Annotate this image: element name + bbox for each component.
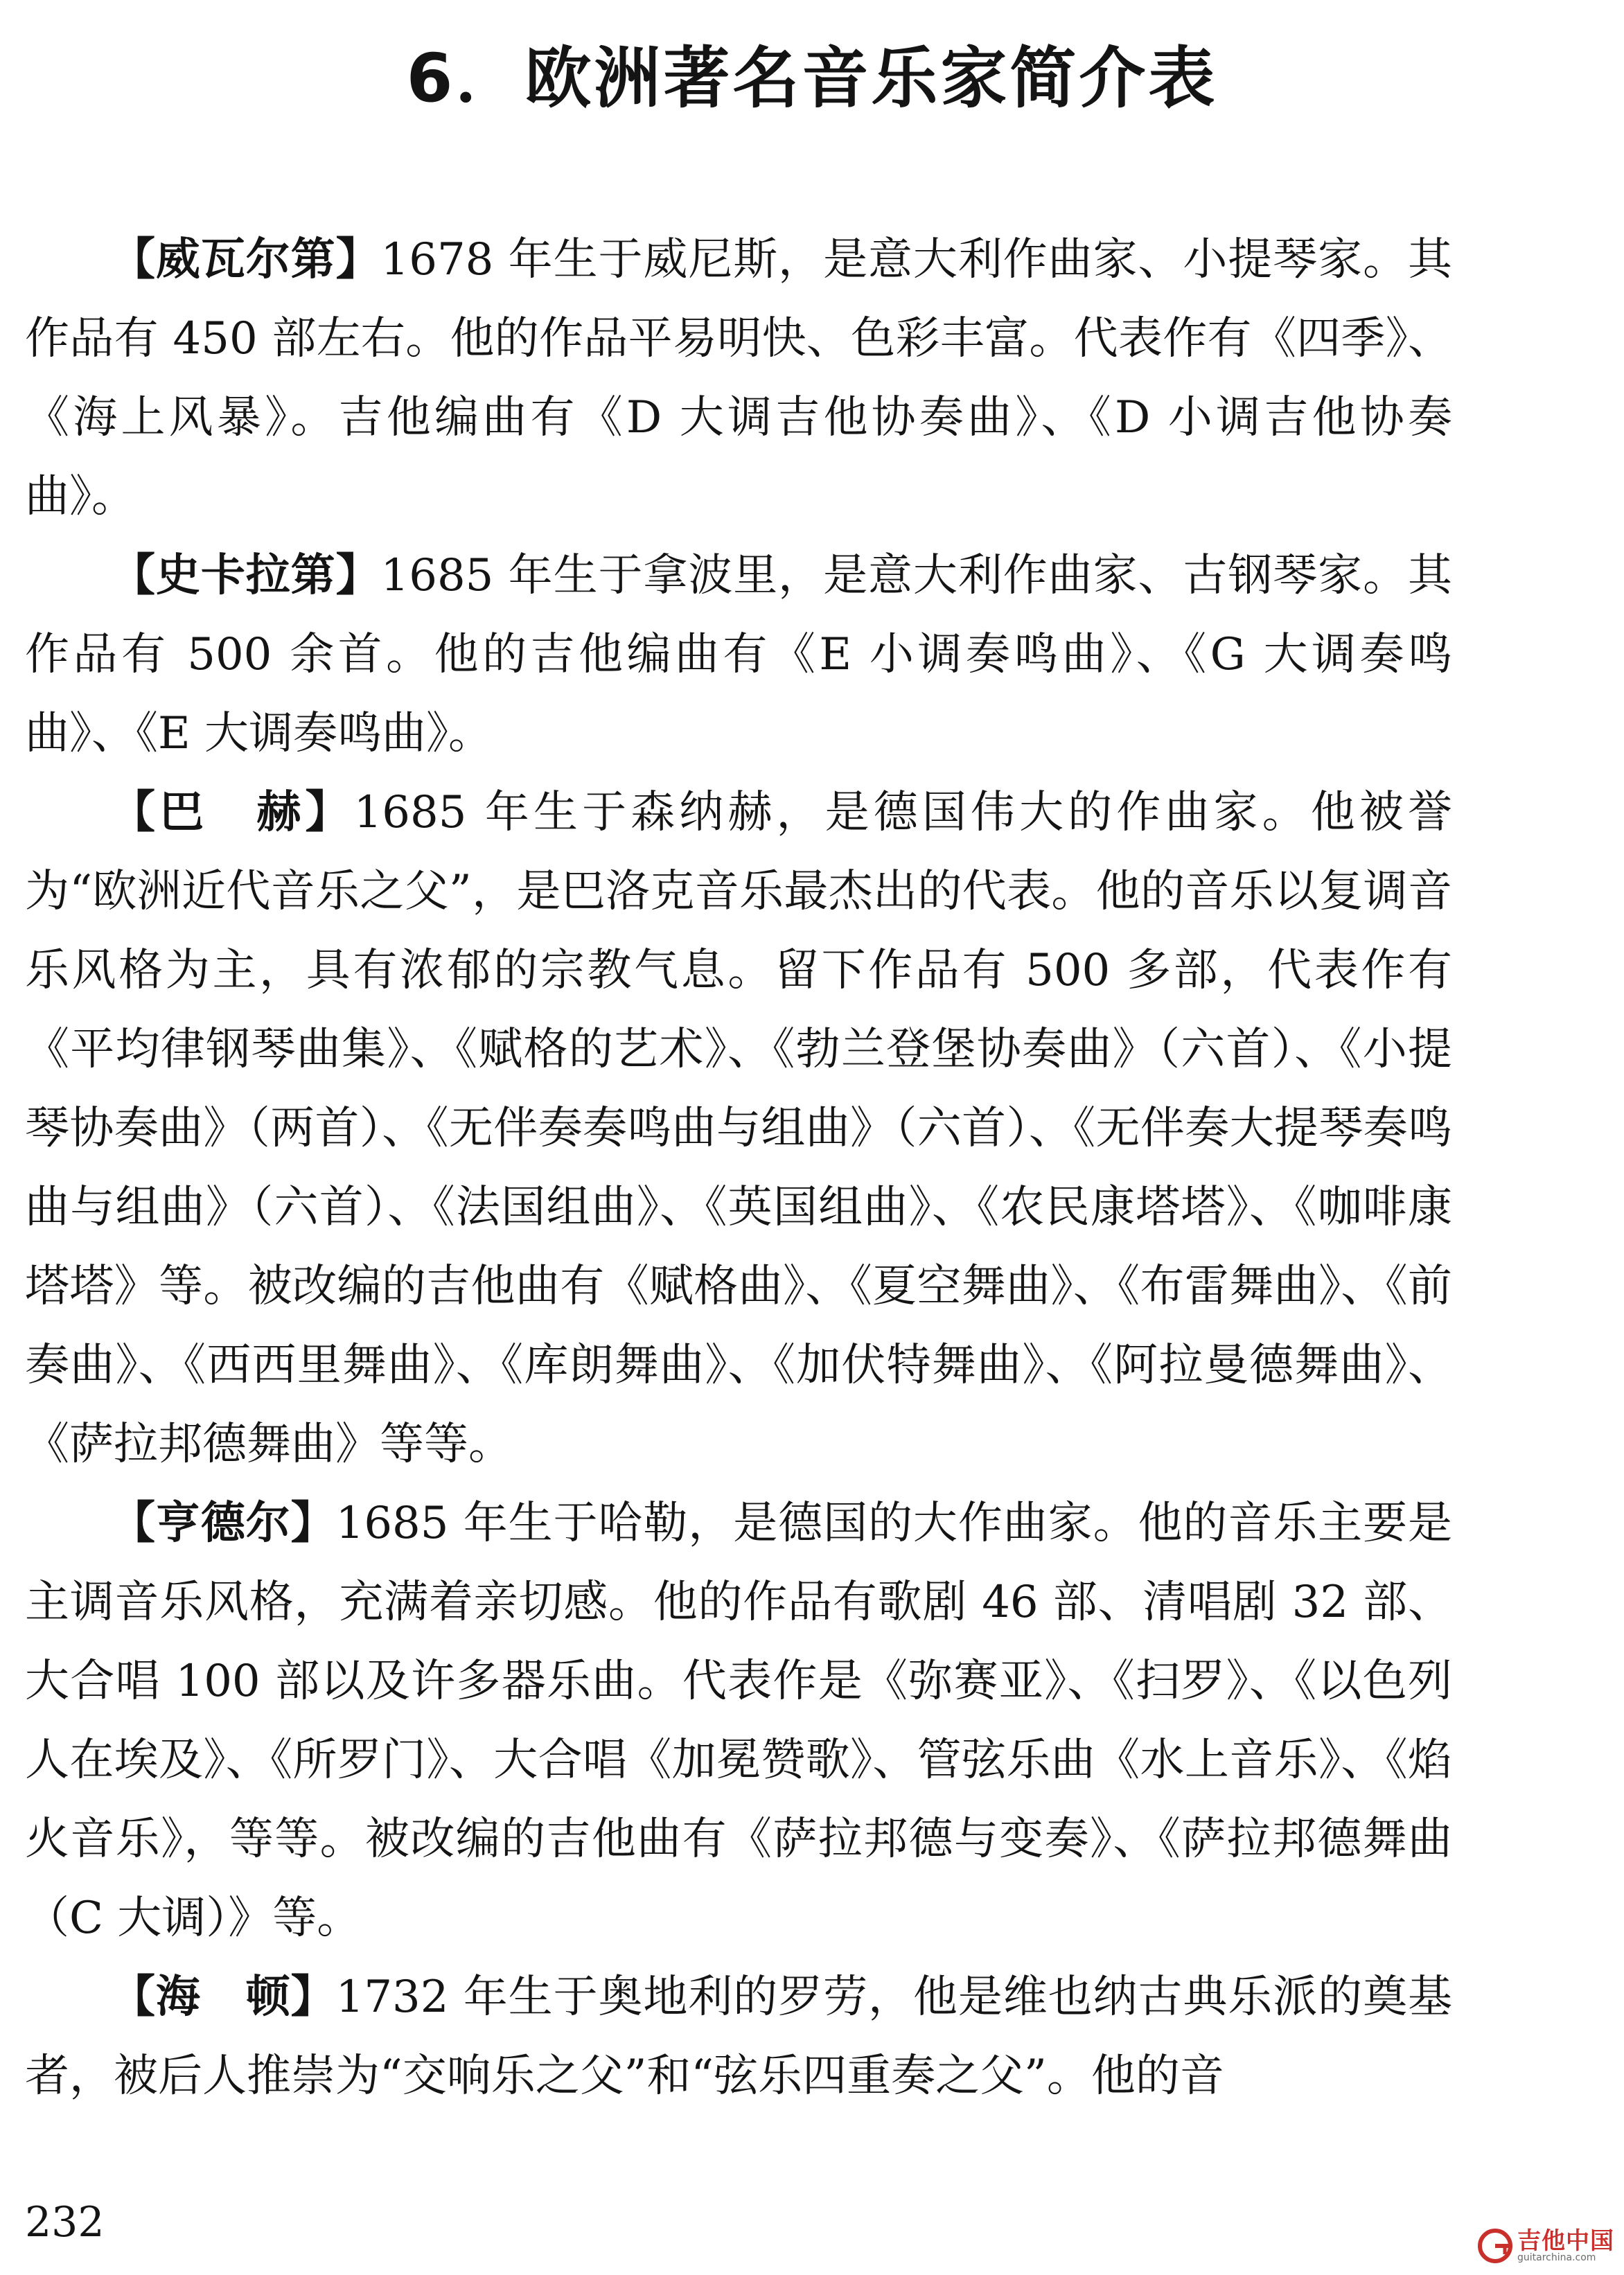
watermark-url: guitarchina.com <box>1517 2252 1596 2263</box>
entry-text: 1732 年生于奥地利的罗劳，他是维也纳古典乐派的奠基者，被后人推崇为“交响乐之父”和“弦乐四重奏之父”。他的音 <box>25 1972 1453 2102</box>
entry-handel <box>25 1484 1452 1958</box>
entry-bach <box>25 773 1452 1484</box>
entry-name: 【海 顿】 <box>111 1972 336 2023</box>
entry-text: 1685 年生于哈勒，是德国的大作曲家。他的音乐主要是主调音乐风格，充满着亲切感。他的作品有歌剧 46 部、清唱剧 32 部、大合唱 100 部以及许多器乐曲。代表作是《弥赛亚》、《扫罗》、《以色列人在埃及》、《所罗门》、大合唱《加冕赞歌》、管弦乐曲《水上音乐》、《焰火音乐》，等等。被改编的吉他曲有《萨拉邦德与变奏》、《萨拉邦德舞曲（C 大调）》等。 <box>25 1498 1453 1944</box>
entry-name: 【亨德尔】 <box>111 1498 336 1549</box>
entry-haydn <box>25 1958 1452 2116</box>
entry-text: 1685 年生于拿波里，是意大利作曲家、古钢琴家。其作品有 500 余首。他的吉他编曲有《E 小调奏鸣曲》、《G 大调奏鸣曲》、《E 大调奏鸣曲》。 <box>25 550 1453 759</box>
entry-text: 1685 年生于森纳赫，是德国伟大的作曲家。他被誉为“欧洲近代音乐之父”，是巴洛克音乐最杰出的代表。他的音乐以复调音乐风格为主，具有浓郁的宗教气息。留下作品有 500 多部，代表作有《平均律钢琴曲集》、《赋格的艺术》、《勃兰登堡协奏曲》（六首）、《小提琴协奏曲》（两首）、《无伴奏奏鸣曲与组曲》（六首）、《无伴奏大提琴奏鸣曲与组曲》（六首）、《法国组曲》、《英国组曲》、《农民康塔塔》、《咖啡康塔塔》等。被改编的吉他曲有《赋格曲》、《夏空舞曲》、《布雷舞曲》、《前奏曲》、《西西里舞曲》、《库朗舞曲》、《加伏特舞曲》、《阿拉曼德舞曲》、《萨拉邦德舞曲》等等。 <box>25 787 1453 1470</box>
entry-vivaldi <box>25 220 1452 536</box>
watermark-logo <box>1477 2228 1614 2264</box>
entry-text: 1678 年生于威尼斯，是意大利作曲家、小提琴家。其作品有 450 部左右。他的作品平易明快、色彩丰富。代表作有《四季》、《海上风暴》。吉他编曲有《D 大调吉他协奏曲》、《D 小调吉他协奏曲》。 <box>25 234 1453 522</box>
watermark-text: 吉他中国 <box>1517 2227 1614 2255</box>
article-body <box>25 220 1452 2116</box>
page-number: 232 <box>25 2198 105 2247</box>
entry-name: 【巴 赫】 <box>111 787 354 838</box>
entry-scarlatti <box>25 536 1452 773</box>
entry-name: 【威瓦尔第】 <box>111 234 381 285</box>
page-title: 6．欧洲著名音乐家简介表 <box>406 39 1218 117</box>
entry-name: 【史卡拉第】 <box>111 550 381 601</box>
guitar-china-logo-icon <box>1477 2228 1513 2264</box>
watermark-text-group <box>1517 2229 1614 2263</box>
